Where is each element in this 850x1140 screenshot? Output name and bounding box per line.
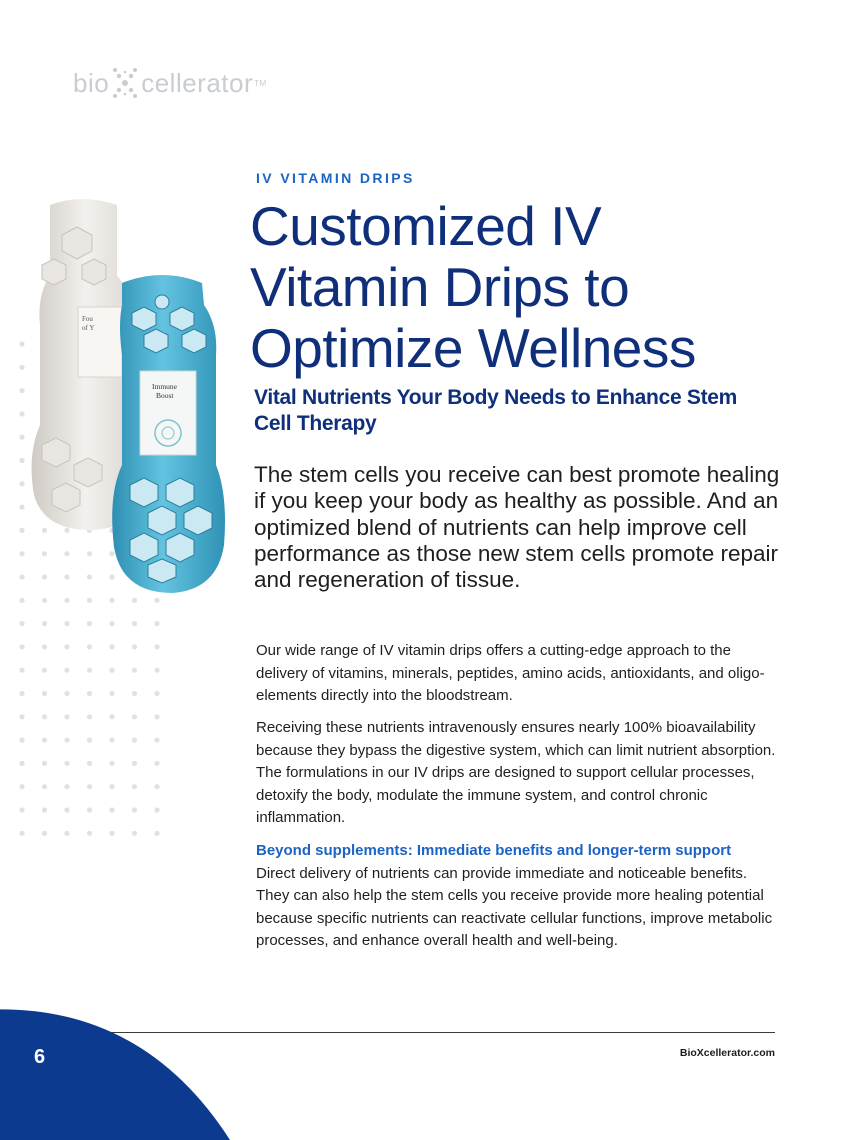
lead-paragraph: The stem cells you receive can best promote healing if you keep your body as healthy as possible. And an optimized blend of nutrients can help improve cell performance as those new stem cells promote repair and regeneration of tissue. bbox=[254, 462, 780, 593]
decor-dot bbox=[154, 644, 159, 649]
page-number: 6 bbox=[34, 1046, 46, 1068]
decor-dot bbox=[64, 738, 69, 743]
decor-dot bbox=[19, 644, 24, 649]
decor-dot bbox=[64, 668, 69, 673]
front-label-line2: Boost bbox=[156, 391, 174, 400]
decor-dot bbox=[109, 621, 114, 626]
decor-dot bbox=[87, 644, 92, 649]
decor-dot bbox=[109, 831, 114, 836]
decor-dot bbox=[109, 644, 114, 649]
decor-dot bbox=[42, 784, 47, 789]
decor-dot bbox=[109, 691, 114, 696]
title-line-2: Vitamin Drips to bbox=[250, 256, 630, 318]
decor-dot bbox=[19, 621, 24, 626]
iv-drip-bottles-image bbox=[22, 195, 232, 605]
subheadline: Vital Nutrients Your Body Needs to Enhance Stem Cell Therapy bbox=[254, 386, 738, 435]
decor-dot bbox=[154, 784, 159, 789]
decor-dot bbox=[19, 784, 24, 789]
decor-dot bbox=[154, 831, 159, 836]
decor-dot bbox=[19, 714, 24, 719]
decor-dot bbox=[42, 621, 47, 626]
decor-dot bbox=[132, 691, 137, 696]
decor-dot bbox=[64, 831, 69, 836]
decor-dot bbox=[87, 831, 92, 836]
decor-dot bbox=[87, 691, 92, 696]
decor-dot bbox=[87, 738, 92, 743]
decor-dot bbox=[154, 738, 159, 743]
decor-dot bbox=[109, 738, 114, 743]
title-line-3: Optimize Wellness bbox=[250, 317, 696, 379]
decor-dot bbox=[132, 621, 137, 626]
brand-logo bbox=[73, 66, 267, 100]
logo-x-mark-icon bbox=[110, 66, 140, 100]
decor-dot bbox=[87, 761, 92, 766]
decor-dot bbox=[42, 831, 47, 836]
back-label-line2: of Y bbox=[82, 324, 95, 332]
decor-dot bbox=[87, 784, 92, 789]
title-line-1: Customized IV bbox=[250, 195, 602, 257]
decor-dot bbox=[42, 807, 47, 812]
back-label-line1: Fou bbox=[82, 315, 93, 323]
logo-text-bio: bio bbox=[73, 67, 110, 98]
decor-dot bbox=[19, 738, 24, 743]
page-title bbox=[250, 196, 696, 379]
decor-dot bbox=[132, 714, 137, 719]
benefits-body: Direct delivery of nutrients can provide immediate and noticeable benefits. They can also help the stem cells you receive provide more healing potential because specific nutrients can reactivate cellular functions, improve metabolic processes, and enhance overall health and well-being. bbox=[256, 864, 773, 949]
decor-dot bbox=[109, 761, 114, 766]
decor-dot bbox=[132, 644, 137, 649]
decor-dot bbox=[109, 807, 114, 812]
decor-dot bbox=[64, 807, 69, 812]
decor-dot bbox=[19, 807, 24, 812]
decor-dot bbox=[19, 831, 24, 836]
decor-dot bbox=[42, 691, 47, 696]
section-eyebrow: IV VITAMIN DRIPS bbox=[256, 170, 415, 186]
benefits-heading: Beyond supplements: Immediate benefits and longer-term support bbox=[256, 842, 732, 859]
decor-dot bbox=[64, 644, 69, 649]
decor-dot bbox=[132, 831, 137, 836]
decor-dot bbox=[19, 691, 24, 696]
corner-decoration bbox=[0, 1000, 240, 1140]
decor-dot bbox=[154, 807, 159, 812]
body-paragraph-bioavailability: Receiving these nutrients intravenously ensures nearly 100% bioavailability because they bypass the digestive system, which can limit nutrient absorption. The formulations in our IV drips are designed to support cellular processes, detoxify the body, modulate the immune system, and control chronic inflammation. bbox=[256, 719, 776, 826]
decor-dot bbox=[154, 621, 159, 626]
decor-dot bbox=[87, 714, 92, 719]
decor-dot bbox=[64, 714, 69, 719]
decor-dot bbox=[42, 761, 47, 766]
decor-dot bbox=[154, 714, 159, 719]
logo-trademark: TM bbox=[254, 78, 267, 88]
decor-dot bbox=[132, 807, 137, 812]
decor-dot bbox=[132, 784, 137, 789]
decor-dot bbox=[42, 644, 47, 649]
decor-dot bbox=[64, 621, 69, 626]
decor-dot bbox=[154, 691, 159, 696]
decor-dot bbox=[19, 668, 24, 673]
footer-website: BioXcellerator.com bbox=[679, 1047, 775, 1059]
front-label-line1: Immune bbox=[152, 382, 177, 391]
decor-dot bbox=[42, 714, 47, 719]
decor-dot bbox=[154, 668, 159, 673]
decor-dot bbox=[64, 761, 69, 766]
decor-dot bbox=[132, 761, 137, 766]
decor-dot bbox=[42, 738, 47, 743]
decor-dot bbox=[109, 784, 114, 789]
decor-dot bbox=[64, 691, 69, 696]
decor-dot bbox=[64, 784, 69, 789]
body-paragraph-delivery: Our wide range of IV vitamin drips offers a cutting-edge approach to the delivery of vitamins, minerals, peptides, amino acids, antioxidants, and oligo-elements directly into the bloodstream. bbox=[256, 642, 765, 704]
decor-dot bbox=[154, 761, 159, 766]
decor-dot bbox=[87, 621, 92, 626]
decor-dot bbox=[87, 807, 92, 812]
decor-dot bbox=[87, 668, 92, 673]
decor-dot bbox=[42, 668, 47, 673]
logo-text-cellerator: cellerator bbox=[141, 67, 254, 98]
decor-dot bbox=[109, 668, 114, 673]
decor-dot bbox=[109, 714, 114, 719]
benefits-section bbox=[256, 840, 776, 953]
decor-dot bbox=[132, 738, 137, 743]
decor-dot bbox=[19, 761, 24, 766]
decor-dot bbox=[132, 668, 137, 673]
